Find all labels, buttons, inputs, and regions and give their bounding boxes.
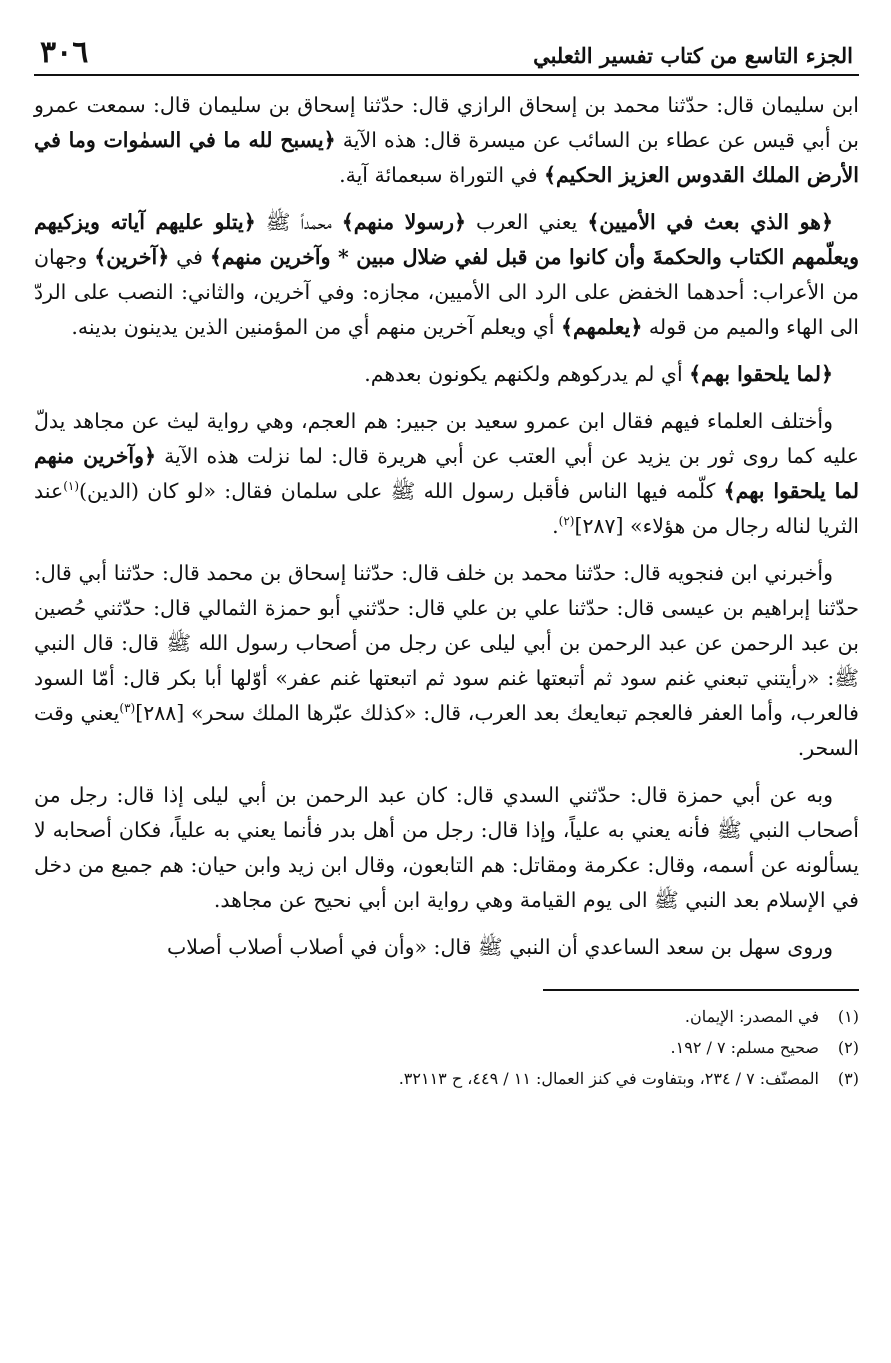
quran-verse: ﴿وآخرين منهم لما يلحقوا بهم﴾	[34, 444, 859, 503]
text-run: وأختلف العلماء فيهم فقال ابن عمرو سعيد بن جبير: هم العجم، وهي رواية ليث عن مجاهد يدلّ عليه كما روى ثور بن يزيد عن أبي العتب عن أبي هريرة قال: لما نزلت هذه الآية	[34, 409, 859, 468]
paragraph	[34, 930, 859, 965]
quran-verse: ﴿يسبح لله ما في السمٰوات وما في الأرض الملك القدوس العزيز الحكيم﴾	[34, 128, 859, 187]
footnote-ref: (٣)	[119, 701, 136, 716]
paragraph	[34, 205, 859, 345]
footnote-ref: (١)	[63, 479, 80, 494]
page-number: ٣٠٦	[40, 35, 89, 70]
text-run: محمداً ﷺ	[255, 210, 342, 234]
main-text	[34, 88, 859, 965]
text-run: ابن سليمان قال: حدّثنا محمد بن إسحاق الرازي قال: حدّثنا إسحاق بن سليمان قال: سمعت عمرو بن أبي قيس عن عطاء بن السائب عن ميسرة قال: هذه الآية	[34, 93, 860, 152]
footnote	[34, 1063, 859, 1094]
text-run: في	[169, 245, 210, 269]
text-run: كلّمه فيها الناس فأقبل رسول الله ﷺ على سلمان فقال: «لو كان (الدين)	[79, 479, 724, 503]
text-run: عند الثريا لناله رجال من هؤلاء» [٢٨٧]	[34, 479, 859, 538]
footnote	[34, 1001, 859, 1032]
footnote-number: (٢)	[837, 1038, 859, 1057]
footnote-text: في المصدر: الإيمان.	[684, 1007, 819, 1026]
footnotes	[34, 1001, 859, 1094]
text-run: يعني العرب	[466, 210, 588, 234]
quran-verse: ﴿رسولا منهم﴾	[341, 210, 467, 234]
quran-verse: ﴿لما يلحقوا بهم﴾	[689, 362, 833, 386]
quran-verse: ﴿يعلمهم﴾	[561, 315, 643, 339]
footnote-ref: (٢)	[558, 514, 575, 529]
footnote-number: (١)	[837, 1007, 859, 1026]
text-run: .	[552, 514, 559, 538]
running-title: الجزء التاسع من كتاب تفسير الثعلبي	[533, 43, 853, 68]
text-run: أي ويعلم آخرين منهم أي من المؤمنين الذين يدينون بدينه.	[71, 315, 562, 339]
page-header	[34, 28, 859, 76]
footnote-text: المصنّف: ٧ / ٢٣٤، وبتفاوت في كنز العمال: ١١ / ٤٤٩، ح ٣٢١١٣.	[398, 1069, 819, 1088]
paragraph	[34, 88, 859, 193]
text-run: وبه عن أبي حمزة قال: حدّثني السدي قال: كان عبد الرحمن بن أبي ليلى إذا قال: رجل من أصحاب النبي ﷺ فأنه يعني به علياً، وإذا قال: رجل من أهل بدر فأنما يعني به علياً، فكان أصحابه لا يسألونه عن أسمه، وقال: عكرمة ومقاتل: هم التابعون، وقال ابن زيد وابن حيان: هم جميع من دخل في الإسلام بعد النبي ﷺ الى يوم القيامة وهي رواية ابن أبي نحيح عن مجاهد.	[34, 783, 859, 912]
text-run: أي لم يدركوهم ولكنهم يكونون بعدهم.	[364, 362, 690, 386]
text-run: وروى سهل بن سعد الساعدي أن النبي ﷺ قال: «وأن في أصلاب أصلاب أصلاب	[167, 935, 833, 959]
text-run: في التوراة سبعمائة آية.	[339, 163, 545, 187]
footnote-number: (٣)	[837, 1069, 859, 1088]
paragraph	[34, 778, 859, 918]
footnote-separator	[543, 989, 859, 991]
text-run: وأخبرني ابن فنجويه قال: حدّثنا محمد بن خلف قال: حدّثنا إسحاق بن محمد قال: حدّثنا أبي قال: حدّثنا إبراهيم بن عيسى قال: حدّثنا علي بن علي قال: حدّثني أبو حمزة الثمالي قال: حدّثني حُصين بن عبد الرحمن عن عبد الرحمن بن أبي ليلى عن رجل من أصحاب رسول الله ﷺ قال: قال النبي ﷺ: «رأيتني تبعني غنم سود ثم أتبعتها غنم سود ثم اتبعتها غنم عفر» أوّلها أبا بكر قال: أمّا السود فالعرب، وأما العفر فالعجم تبعايعك بعد العرب، قال: «كذلك عبّرها الملك سحر» [٢٨٨]	[34, 561, 859, 725]
text-run: يعني وقت السحر.	[34, 701, 859, 760]
footnote	[34, 1032, 859, 1063]
quran-verse: ﴿آخرين﴾	[94, 245, 170, 269]
quran-verse: ﴿هو الذي بعث في الأميين﴾	[587, 210, 833, 234]
paragraph	[34, 556, 859, 766]
text-run: وجهان من الأعراب: أحدهما الخفض على الرد الى الأميين، مجازه: وفي آخرين، والثاني: النصب على الردّ الى الهاء والميم من قوله	[34, 245, 859, 339]
quran-verse: ﴿يتلو عليهم آياته ويزكيهم ويعلّمهم الكتاب والحكمةَ وأن كانوا من قبل لفي ضلال مبين * وآخرين منهم﴾	[34, 210, 860, 269]
paragraph	[34, 404, 859, 544]
paragraph	[34, 357, 859, 392]
footnote-text: صحيح مسلم: ٧ / ١٩٢.	[670, 1038, 819, 1057]
